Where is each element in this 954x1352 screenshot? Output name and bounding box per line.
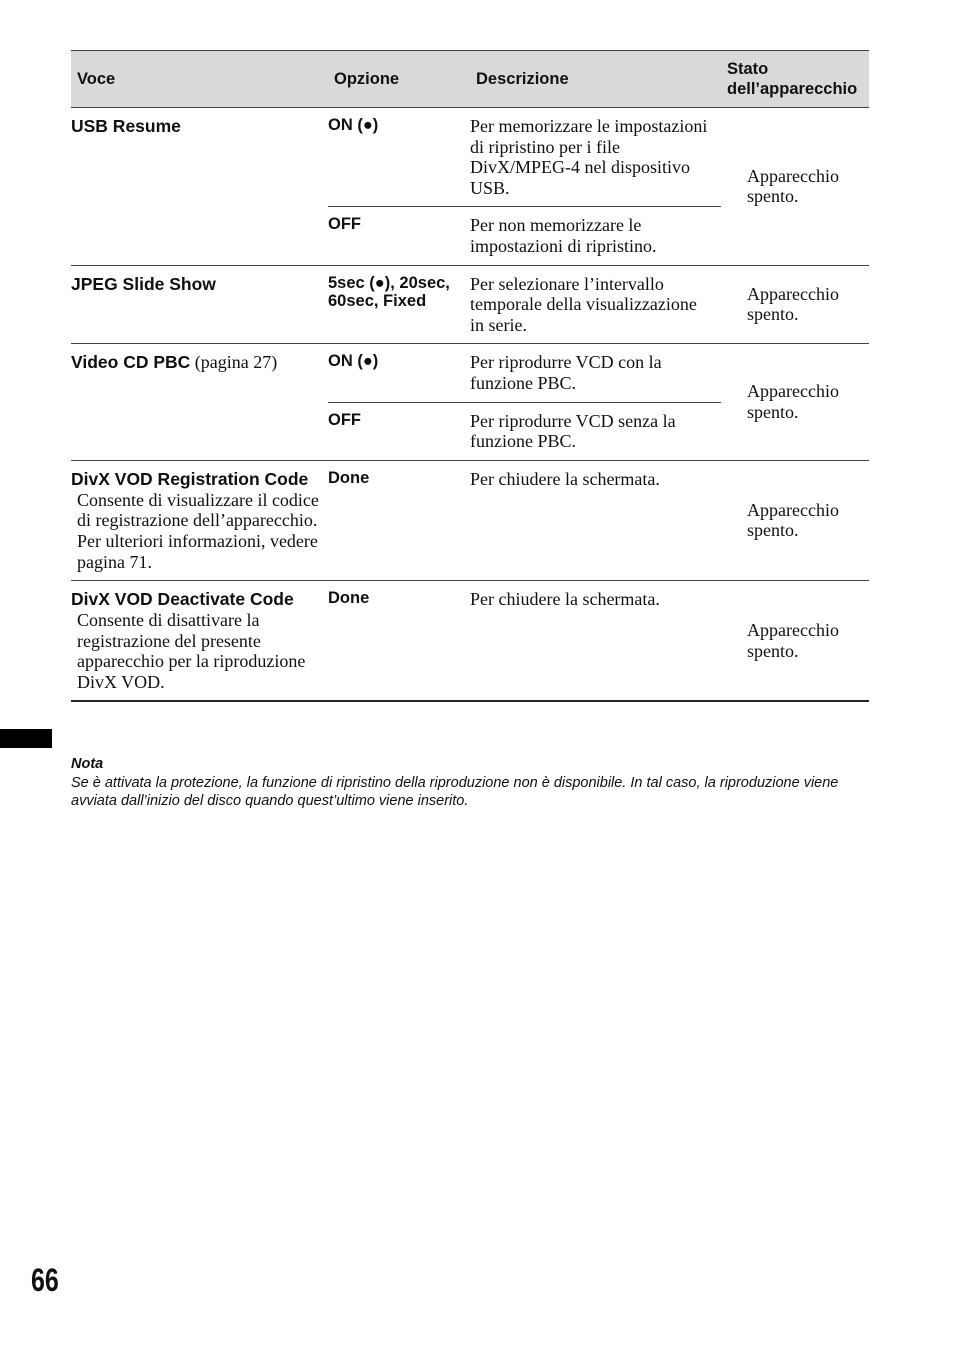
description: Per chiudere la schermata. [470, 581, 721, 702]
description: Per chiudere la schermata. [470, 460, 721, 580]
device-state: Apparecchio spento. [721, 581, 869, 702]
description: Per selezionare l’intervallo temporale della visualizzazione in serie. [470, 265, 721, 344]
item-description: Consente di disattivare la registrazione del presente apparecchio per la riproduzione DivX VOD. [77, 610, 306, 692]
description: Per non memorizzare le impostazioni di ripristino. [470, 207, 721, 265]
header-stato: Stato dell’apparecchio [721, 51, 869, 108]
header-descrizione: Descrizione [470, 51, 721, 108]
device-state: Apparecchio spento. [721, 108, 869, 266]
option-done: Done [328, 581, 470, 702]
item-jpeg-slide-show: JPEG Slide Show [71, 273, 216, 294]
note-text: Se è attivata la protezione, la funzione di ripristino della riproduzione non è disponibile. In tal caso, la riproduzione viene avviata dall’inizio del disco quando quest’ultimo viene inserito. [71, 775, 839, 809]
item-divx-registration: DivX VOD Registration Code [71, 468, 309, 489]
table-row [71, 108, 869, 207]
section-tab-marker [0, 729, 52, 748]
header-voce: Voce [71, 51, 328, 108]
device-state: Apparecchio spento. [721, 460, 869, 580]
item-description: Consente di visualizzare il codice di registrazione dell’apparecchio. Per ulteriori informazioni, vedere pagina 71. [77, 489, 319, 572]
item-divx-deactivate: DivX VOD Deactivate Code [71, 589, 294, 610]
option-on: ON (●) [328, 108, 470, 207]
option-off: OFF [328, 207, 470, 265]
header-opzione: Opzione [328, 51, 470, 108]
option-done: Done [328, 460, 470, 580]
table-header [71, 51, 869, 108]
item-video-cd-pbc: Video CD PBC [71, 352, 191, 373]
option-interval: 5sec (●), 20sec, 60sec, Fixed [328, 265, 470, 344]
page-number: 66 [31, 1262, 59, 1298]
item-usb-resume: USB Resume [71, 116, 181, 136]
device-state: Apparecchio spento. [721, 344, 869, 460]
table-row [71, 581, 869, 702]
note-title: Nota [71, 756, 104, 772]
settings-table [71, 50, 869, 702]
option-off: OFF [328, 402, 470, 460]
description: Per riprodurre VCD senza la funzione PBC. [470, 402, 721, 460]
description: Per riprodurre VCD con la funzione PBC. [470, 344, 721, 402]
device-state: Apparecchio spento. [721, 265, 869, 344]
table-row [71, 344, 869, 402]
option-on: ON (●) [328, 344, 470, 402]
page-reference: (pagina 27) [190, 352, 278, 373]
table-row [71, 265, 869, 344]
table-row [71, 460, 869, 580]
description: Per memorizzare le impostazioni di ripristino per i file DivX/MPEG-4 nel dispositivo USB. [470, 108, 721, 207]
